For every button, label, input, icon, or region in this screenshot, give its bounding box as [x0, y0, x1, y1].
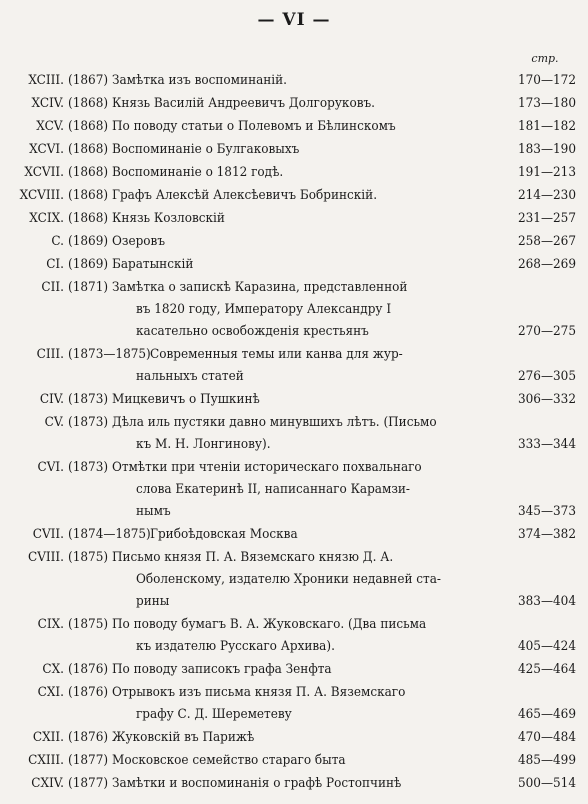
- entry-year: (1875): [68, 617, 109, 632]
- entry-title-line: Воспоминаніе о 1812 годѣ.: [112, 165, 284, 180]
- entry-year: (1874—1875): [68, 527, 151, 542]
- entry-number: CIV.: [39, 392, 64, 407]
- entry-number: CXIII.: [28, 753, 64, 768]
- toc-entry: [0, 614, 588, 658]
- entry-title-line: Князь Василій Андреевичъ Долгоруковъ.: [112, 96, 375, 111]
- entry-number: CI.: [46, 257, 64, 272]
- toc-entry: [0, 727, 588, 749]
- toc-entry: [0, 139, 588, 161]
- entry-year: (1868): [68, 142, 109, 157]
- entry-year: (1876): [68, 662, 109, 677]
- entry-number: XCVII.: [24, 165, 64, 180]
- entry-year: (1868): [68, 188, 109, 203]
- entry-number: CXIV.: [31, 776, 64, 791]
- entry-pages: 333—344: [517, 437, 576, 452]
- entry-title-line: нымъ: [136, 504, 171, 519]
- entry-pages: 258—267: [517, 234, 576, 249]
- toc-entry: [0, 773, 588, 795]
- toc-entry: [0, 277, 588, 343]
- entry-pages: 465—469: [517, 707, 576, 722]
- entry-title-line: графу С. Д. Шереметеву: [136, 707, 292, 722]
- pages-column-label: стр.: [531, 52, 559, 65]
- toc-entry: [0, 389, 588, 411]
- entry-year: (1873—1875): [68, 347, 151, 362]
- entry-pages: 306—332: [517, 392, 576, 407]
- entry-pages: 470—484: [517, 730, 576, 745]
- page-number: — VI —: [257, 10, 331, 30]
- entry-title-line: Оболенскому, издателю Хроники недавней ста-: [136, 572, 441, 587]
- entry-number: C.: [51, 234, 64, 249]
- toc-entry: [0, 208, 588, 230]
- entry-number: CXI.: [37, 685, 64, 700]
- entry-pages: 173—180: [517, 96, 576, 111]
- entry-title-line: Дѣла иль пустяки давно минувшихъ лѣтъ. (Письмо: [112, 415, 437, 430]
- entry-title-line: Современныя темы или канва для жур-: [150, 347, 403, 362]
- entry-title-line: Московское семейство стараго быта: [112, 753, 346, 768]
- entry-pages: 181—182: [517, 119, 576, 134]
- entry-title-line: По поводу бумагъ В. А. Жуковскаго. (Два письма: [112, 617, 427, 632]
- entry-title-line: Грибоѣдовская Москва: [150, 527, 298, 542]
- entry-pages: 374—382: [517, 527, 576, 542]
- entry-number: CII.: [41, 280, 64, 295]
- entry-title-line: Князь Козловскій: [112, 211, 225, 226]
- entry-number: CVIII.: [27, 550, 64, 565]
- entry-pages: 383—404: [517, 594, 576, 609]
- entry-title-line: къ М. Н. Лонгинову).: [136, 437, 271, 452]
- entry-title-line: Замѣтка изъ воспоминаній.: [112, 73, 288, 88]
- entry-pages: 276—305: [517, 369, 576, 384]
- entry-year: (1876): [68, 730, 109, 745]
- entry-pages: 268—269: [517, 257, 576, 272]
- entry-title-line: Баратынскій: [112, 257, 194, 272]
- toc-entry: [0, 116, 588, 138]
- entry-title-line: слова Екатеринѣ II, написаннаго Карамзи-: [136, 482, 410, 497]
- entry-year: (1868): [68, 211, 109, 226]
- entry-number: CIX.: [37, 617, 64, 632]
- entry-number: CIII.: [36, 347, 64, 362]
- entry-title-line: нальныхъ статей: [136, 369, 244, 384]
- entry-number: XCVI.: [29, 142, 64, 157]
- entry-year: (1868): [68, 119, 109, 134]
- entry-title-line: рины: [136, 594, 170, 609]
- entry-year: (1868): [68, 165, 109, 180]
- entry-title-line: Отрывокъ изъ письма князя П. А. Вяземскаго: [112, 685, 406, 700]
- entry-pages: 231—257: [517, 211, 576, 226]
- entry-title-line: По поводу записокъ графа Зенфта: [112, 662, 332, 677]
- entry-pages: 405—424: [517, 639, 576, 654]
- toc-entry: [0, 93, 588, 115]
- entry-title-line: Озеровъ: [112, 234, 165, 249]
- toc-entry: [0, 547, 588, 613]
- entry-title-line: Замѣтки и воспоминанія о графѣ Ростопчинѣ: [112, 776, 402, 791]
- entry-year: (1877): [68, 776, 109, 791]
- entry-year: (1877): [68, 753, 109, 768]
- entry-year: (1873): [68, 392, 109, 407]
- entry-number: XCIII.: [28, 73, 64, 88]
- toc-entry: [0, 750, 588, 772]
- entry-title-line: Графъ Алексѣй Алексѣевичъ Бобринскій.: [112, 188, 378, 203]
- entry-number: XCIX.: [29, 211, 64, 226]
- entry-year: (1873): [68, 460, 109, 475]
- entry-title-line: Замѣтка о запискѣ Каразина, представленной: [112, 280, 408, 295]
- entry-number: CXII.: [32, 730, 64, 745]
- entry-title-line: Воспоминаніе о Булгаковыхъ: [112, 142, 300, 157]
- entry-number: XCIV.: [31, 96, 64, 111]
- entry-year: (1873): [68, 415, 109, 430]
- toc-entry: [0, 457, 588, 523]
- entry-number: CVI.: [37, 460, 64, 475]
- entry-title-line: Мицкевичъ о Пушкинѣ: [112, 392, 260, 407]
- entry-number: XCVIII.: [19, 188, 64, 203]
- entry-number: CVII.: [32, 527, 64, 542]
- entry-year: (1869): [68, 257, 109, 272]
- toc-entry: [0, 70, 588, 92]
- entry-year: (1869): [68, 234, 109, 249]
- entry-year: (1871): [68, 280, 109, 295]
- entry-number: CV.: [44, 415, 64, 430]
- toc-entry: [0, 185, 588, 207]
- entry-title-line: Отмѣтки при чтеніи историческаго похвальнаго: [112, 460, 422, 475]
- entry-pages: 485—499: [517, 753, 576, 768]
- toc-entry: [0, 659, 588, 681]
- toc-entry: [0, 682, 588, 726]
- toc-entry: [0, 254, 588, 276]
- entry-year: (1875): [68, 550, 109, 565]
- entry-pages: 425—464: [517, 662, 576, 677]
- entry-pages: 270—275: [517, 324, 576, 339]
- entry-number: CX.: [42, 662, 64, 677]
- entry-title-line: По поводу статьи о Полевомъ и Бѣлинскомъ: [112, 119, 396, 134]
- entry-title-line: Жуковскій въ Парижѣ: [112, 730, 255, 745]
- toc-entry: [0, 524, 588, 546]
- entry-pages: 345—373: [517, 504, 576, 519]
- entry-pages: 214—230: [517, 188, 576, 203]
- toc-entry: [0, 231, 588, 253]
- entry-pages: 500—514: [517, 776, 576, 791]
- entry-title-line: Письмо князя П. А. Вяземскаго князю Д. А.: [112, 550, 394, 565]
- entry-year: (1876): [68, 685, 109, 700]
- entry-year: (1867): [68, 73, 109, 88]
- entry-pages: 170—172: [517, 73, 576, 88]
- toc-entry: [0, 344, 588, 388]
- toc-entry: [0, 412, 588, 456]
- entry-pages: 183—190: [517, 142, 576, 157]
- entry-title-line: въ 1820 году, Императору Александру I: [136, 302, 392, 317]
- entry-pages: 191—213: [517, 165, 576, 180]
- toc-entry: [0, 162, 588, 184]
- entry-year: (1868): [68, 96, 109, 111]
- entry-number: XCV.: [36, 119, 64, 134]
- entry-title-line: къ издателю Русскаго Архива).: [136, 639, 335, 654]
- entry-title-line: касательно освобожденія крестьянъ: [136, 324, 369, 339]
